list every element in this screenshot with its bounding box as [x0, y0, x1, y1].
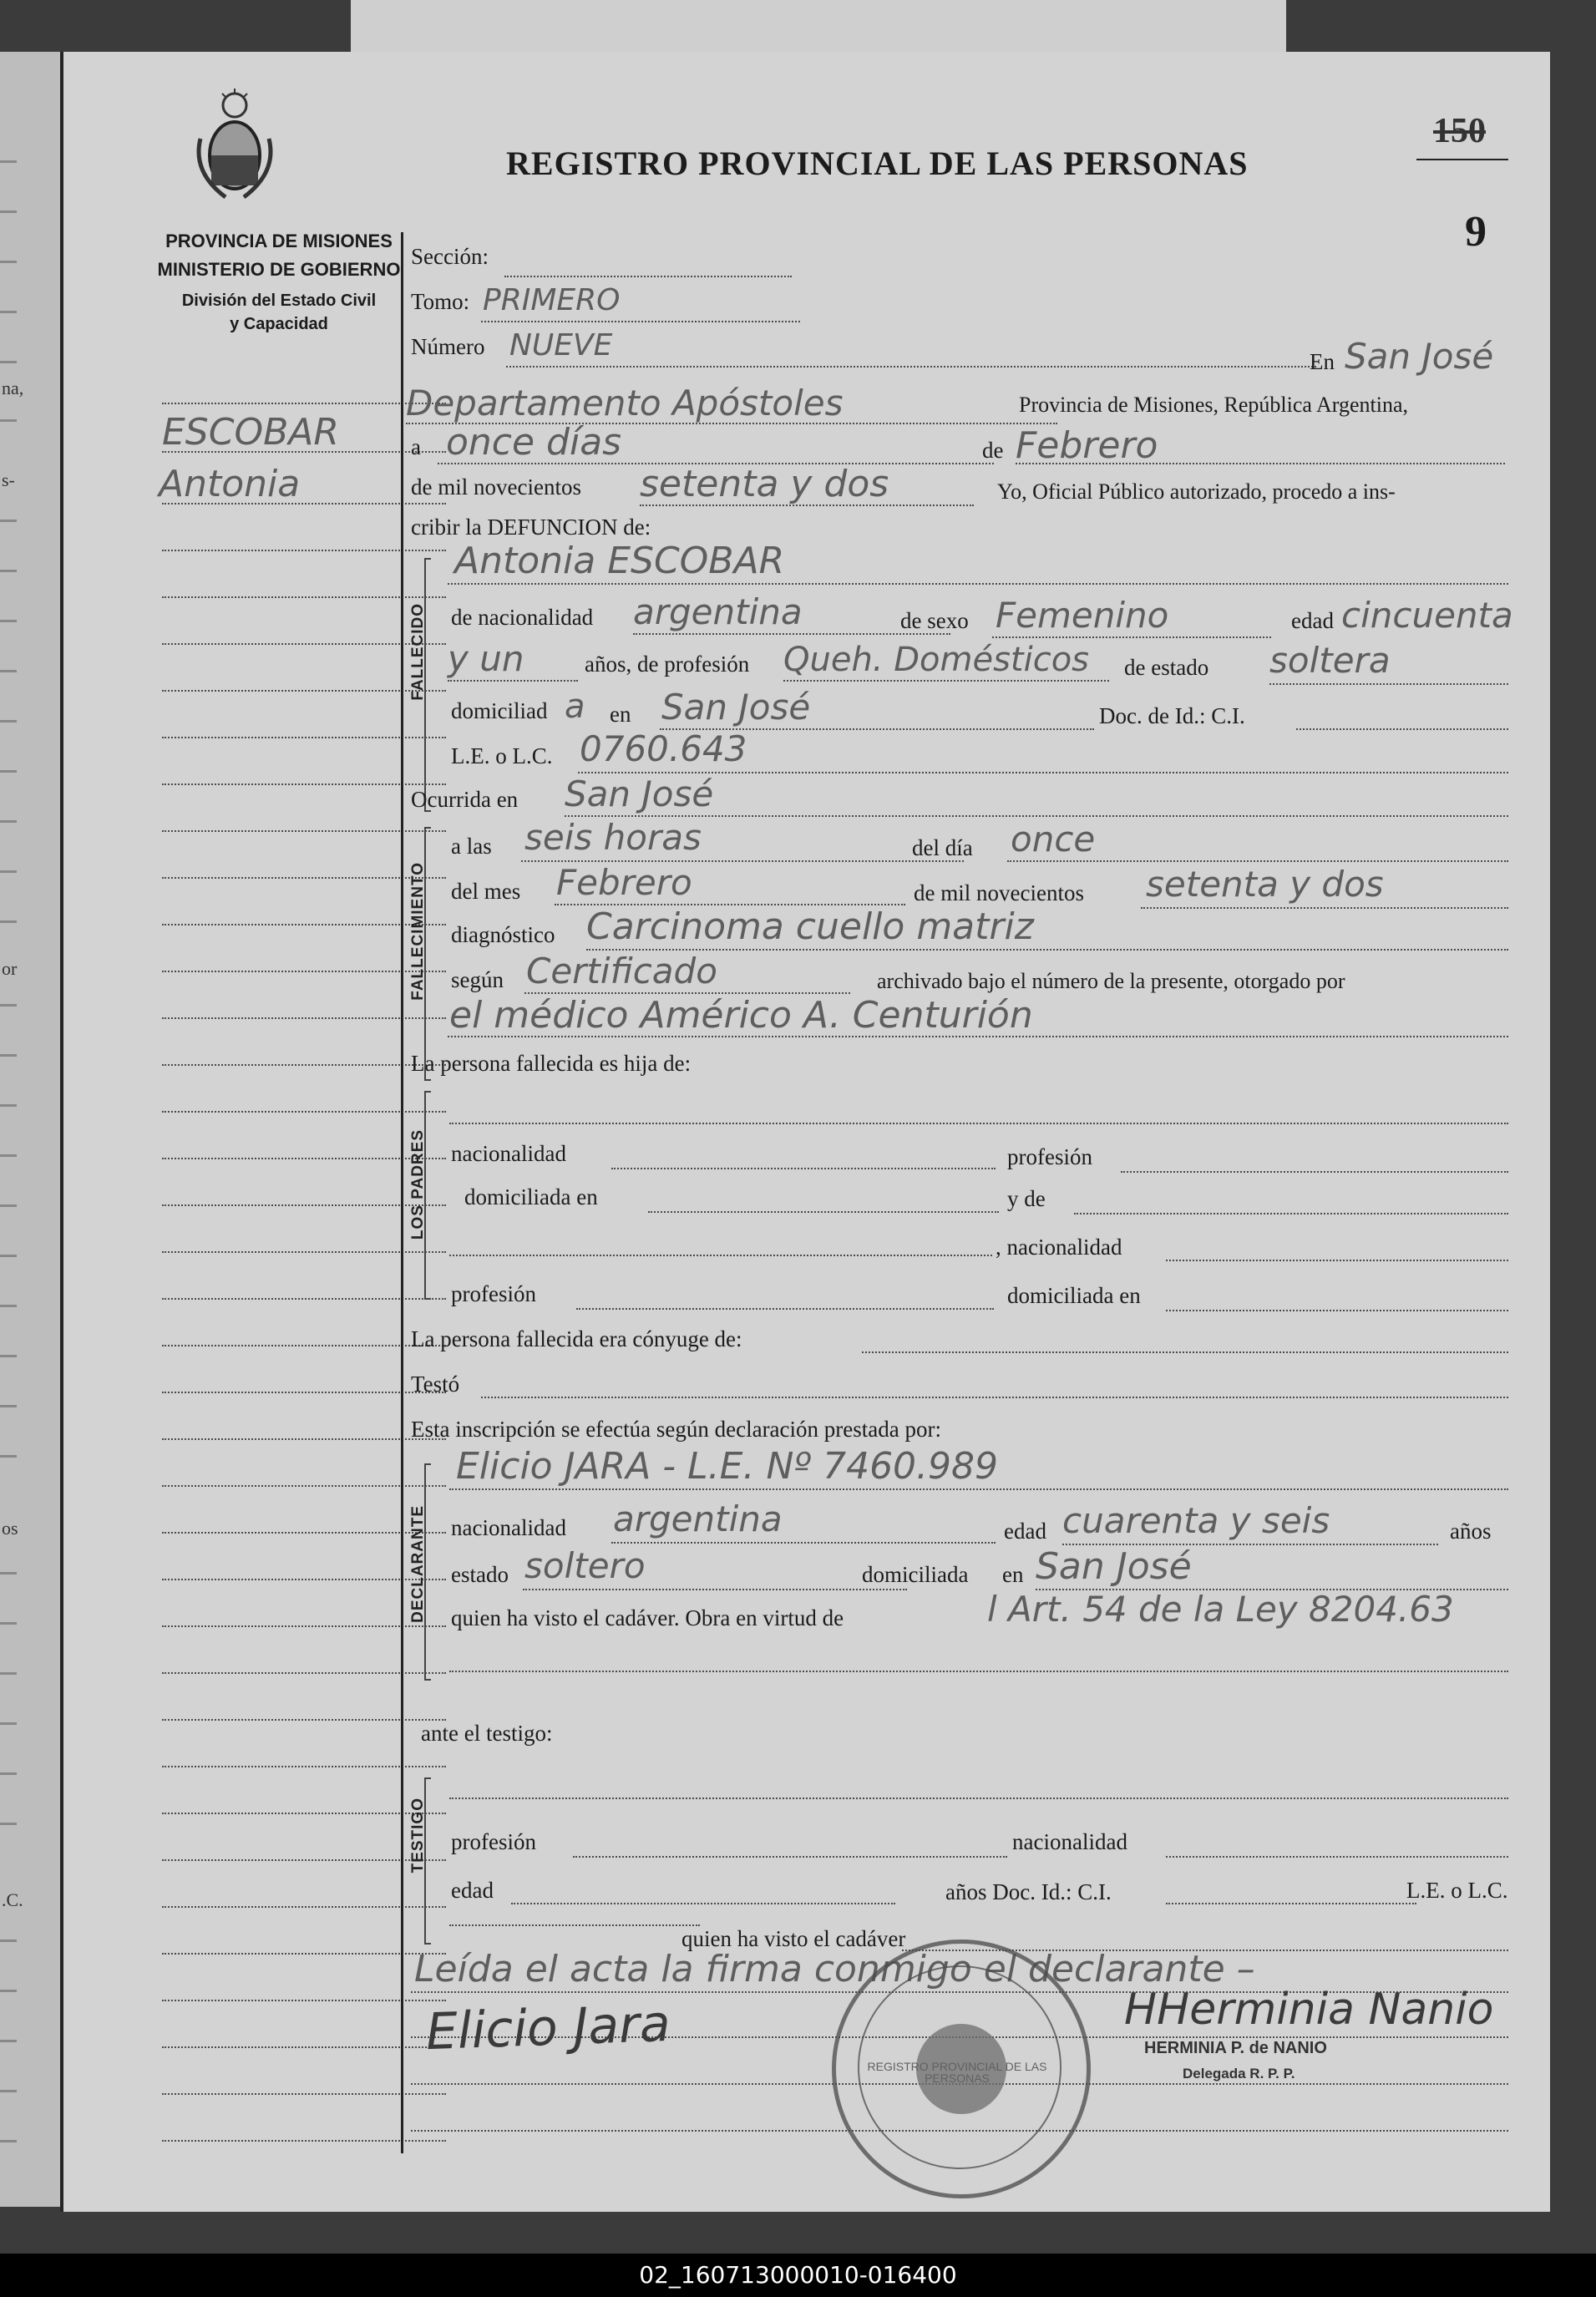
numero-value: NUEVE — [509, 328, 613, 363]
page-number: 9 — [1465, 208, 1487, 256]
declarante-estado-label: estado — [451, 1562, 509, 1587]
province-label: PROVINCIA DE MISIONES — [165, 231, 393, 251]
declarante-estado-value: soltero — [524, 1545, 646, 1586]
sexo-value: Femenino — [996, 595, 1169, 636]
testigo-nacionalidad-label: nacionalidad — [1012, 1829, 1127, 1854]
segun-value: Certificado — [526, 951, 717, 991]
declarante-intro: Esta inscripción se efectúa según declaración prestada por: — [411, 1417, 941, 1442]
ministry-label: MINISTERIO DE GOBIERNO — [157, 259, 401, 280]
ocurrida-value: San José — [565, 773, 714, 814]
edad-label: edad — [1291, 608, 1334, 633]
tomo-label: Tomo: — [411, 289, 470, 314]
padres-profesion2-label: profesión — [451, 1281, 536, 1306]
diagnostico-value: Carcinoma cuello matriz — [586, 905, 1034, 948]
dia-value: once días — [446, 421, 622, 464]
prev-page-fragment: .C. — [2, 1889, 23, 1910]
fallecido-name: Antonia ESCOBAR — [454, 540, 785, 582]
padres-domiciliada2-label: domiciliada en — [1007, 1283, 1141, 1308]
anos-profesion-label: años, de profesión — [585, 652, 750, 677]
quien-ha-visto-text: quien ha visto el cadáver. Obra en virtud de — [451, 1605, 844, 1630]
declarante-domicilio-value: San José — [1036, 1545, 1192, 1588]
declarante-signature: Elicio Jara — [424, 1994, 671, 2062]
testigo-anos-doc-label: años Doc. Id.: C.I. — [945, 1879, 1112, 1904]
registry-seal-icon — [832, 1940, 1091, 2198]
oficial-title: Delegada R. P. P. — [1183, 2066, 1295, 2081]
fallecimiento-anio-value: setenta y dos — [1146, 864, 1384, 905]
profesion-value: Queh. Domésticos — [783, 641, 1090, 679]
numero-label: Número — [411, 334, 485, 359]
top-paper-scrap — [351, 0, 1286, 58]
padres-domiciliada-label: domiciliada en — [464, 1184, 598, 1209]
margin-surname: ESCOBAR — [162, 411, 339, 454]
y-de-label: y de — [1007, 1186, 1046, 1211]
padres-nacionalidad-label: nacionalidad — [451, 1141, 566, 1166]
declarante-edad-value: cuarenta y seis — [1062, 1500, 1330, 1541]
de-mil-label: de mil novecientos — [411, 474, 581, 499]
sexo-label: de sexo — [900, 608, 969, 633]
division-label-1: División del Estado Civil — [181, 292, 377, 310]
declarante-en-label: en — [1002, 1562, 1024, 1587]
le-lc-label: L.E. o L.C. — [451, 743, 553, 768]
testigo-profesion-label: profesión — [451, 1829, 536, 1854]
image-id-text: 02_160713000010-016400 — [639, 2261, 957, 2289]
declarante-nacionalidad-label: nacionalidad — [451, 1515, 566, 1540]
le-lc-value: 0760.643 — [580, 728, 747, 769]
de-label: de — [982, 438, 1004, 463]
fallecimiento-section-label: FALLECIMIENTO — [409, 862, 427, 1001]
declarante-edad-label: edad — [1004, 1519, 1046, 1544]
medico-value: el médico Américo A. Centurión — [449, 994, 1033, 1037]
del-dia-label: del día — [912, 835, 973, 860]
division-label-2: y Capacidad — [230, 315, 328, 333]
a-las-label: a las — [451, 834, 492, 859]
provincia-text: Provincia de Misiones, República Argentina, — [1019, 393, 1408, 417]
declarante-name: Elicio JARA - L.E. Nº 7460.989 — [456, 1445, 999, 1488]
del-mes-label: del mes — [451, 879, 521, 904]
declarante-domiciliada-label: domiciliada — [862, 1562, 969, 1587]
en-label: En — [1310, 349, 1335, 374]
doc-id-label: Doc. de Id.: C.I. — [1099, 703, 1245, 728]
struck-page-number: 150 — [1433, 112, 1486, 150]
previous-page-edge — [0, 52, 60, 2207]
oficial-text: Yo, Oficial Público autorizado, procedo a ins- — [997, 479, 1396, 504]
estado-label: de estado — [1124, 655, 1209, 680]
domicilio-en-label: en — [610, 702, 631, 727]
tomo-value: PRIMERO — [483, 283, 621, 317]
conyuge-label: La persona fallecida era cónyuge de: — [411, 1326, 742, 1351]
padres-section-label: LOS PADRES — [409, 1129, 427, 1240]
fallecimiento-de-mil-label: de mil novecientos — [914, 880, 1084, 905]
domicilio-value: San José — [661, 687, 811, 728]
argentina-coat-of-arms-icon — [189, 89, 281, 204]
ante-testigo-label: ante el testigo: — [421, 1721, 553, 1746]
fallecido-section-label: FALLECIDO — [409, 603, 427, 701]
seal-text: REGISTRO PROVINCIAL DE LAS PERSONAS — [867, 2060, 1047, 2085]
prev-page-fragment: or — [2, 958, 18, 979]
testigo-edad-label: edad — [451, 1878, 494, 1903]
margin-given-name: Antonia — [159, 463, 301, 505]
departamento-value: Departamento Apóstoles — [406, 383, 844, 423]
padres-profesion-label: profesión — [1007, 1144, 1092, 1169]
fallecimiento-dia-value: once — [1011, 819, 1096, 859]
padres-nacionalidad2-label: , nacionalidad — [996, 1235, 1122, 1260]
fallecimiento-mes-value: Febrero — [556, 862, 692, 903]
testigo-quien-label: quien ha visto el cadáver — [681, 1926, 906, 1951]
ocurrida-label: Ocurrida en — [411, 787, 519, 812]
prev-page-fragment: os — [2, 1518, 18, 1539]
inscribir-text: cribir la DEFUNCION de: — [411, 515, 651, 540]
image-id-bar — [0, 2254, 1596, 2297]
segun-label: según — [451, 967, 504, 992]
domiciliad-label: domiciliad — [451, 698, 548, 723]
testigo-le-lc-label: L.E. o L.C. — [1406, 1878, 1508, 1903]
declarante-anos-label: años — [1450, 1519, 1492, 1544]
testo-label: Testó — [411, 1372, 460, 1397]
edad-value-cont: y un — [448, 638, 524, 679]
declarante-nacionalidad-value: argentina — [613, 1498, 783, 1539]
testigo-section-label: TESTIGO — [409, 1798, 427, 1874]
anio-value: setenta y dos — [640, 463, 889, 505]
hora-value: seis horas — [524, 817, 702, 858]
domiciliad-value: a — [565, 687, 585, 726]
mes-value: Febrero — [1016, 424, 1158, 467]
prev-page-fragment: na, — [2, 378, 24, 398]
estado-value: soltera — [1269, 640, 1391, 681]
seccion-label: Sección: — [411, 244, 489, 269]
archivado-text: archivado bajo el número de la presente, otorgado por — [877, 969, 1345, 993]
document-title: REGISTRO PROVINCIAL DE LAS PERSONAS — [506, 145, 1249, 182]
diagnostico-label: diagnóstico — [451, 922, 555, 947]
leida-acta-text: Leída el acta la firma conmigo el declarante – — [414, 1948, 1255, 1990]
a-label: a — [411, 434, 421, 459]
edad-value: cincuenta — [1341, 595, 1513, 636]
declarante-section-label: DECLARANTE — [409, 1505, 427, 1623]
death-record-page — [60, 52, 1550, 2212]
oficial-signature: HHerminia Nanio — [1124, 1985, 1494, 2035]
oficial-name: HERMINIA P. de NANIO — [1144, 2039, 1327, 2057]
nacionalidad-value: argentina — [633, 591, 803, 632]
hija-text: La persona fallecida es hija de: — [411, 1051, 692, 1076]
obra-value: l Art. 54 de la Ley 8204.63 — [987, 1589, 1454, 1630]
nacionalidad-label: de nacionalidad — [451, 605, 594, 630]
prev-page-fragment: s- — [2, 469, 15, 490]
en-value: San José — [1345, 336, 1494, 377]
